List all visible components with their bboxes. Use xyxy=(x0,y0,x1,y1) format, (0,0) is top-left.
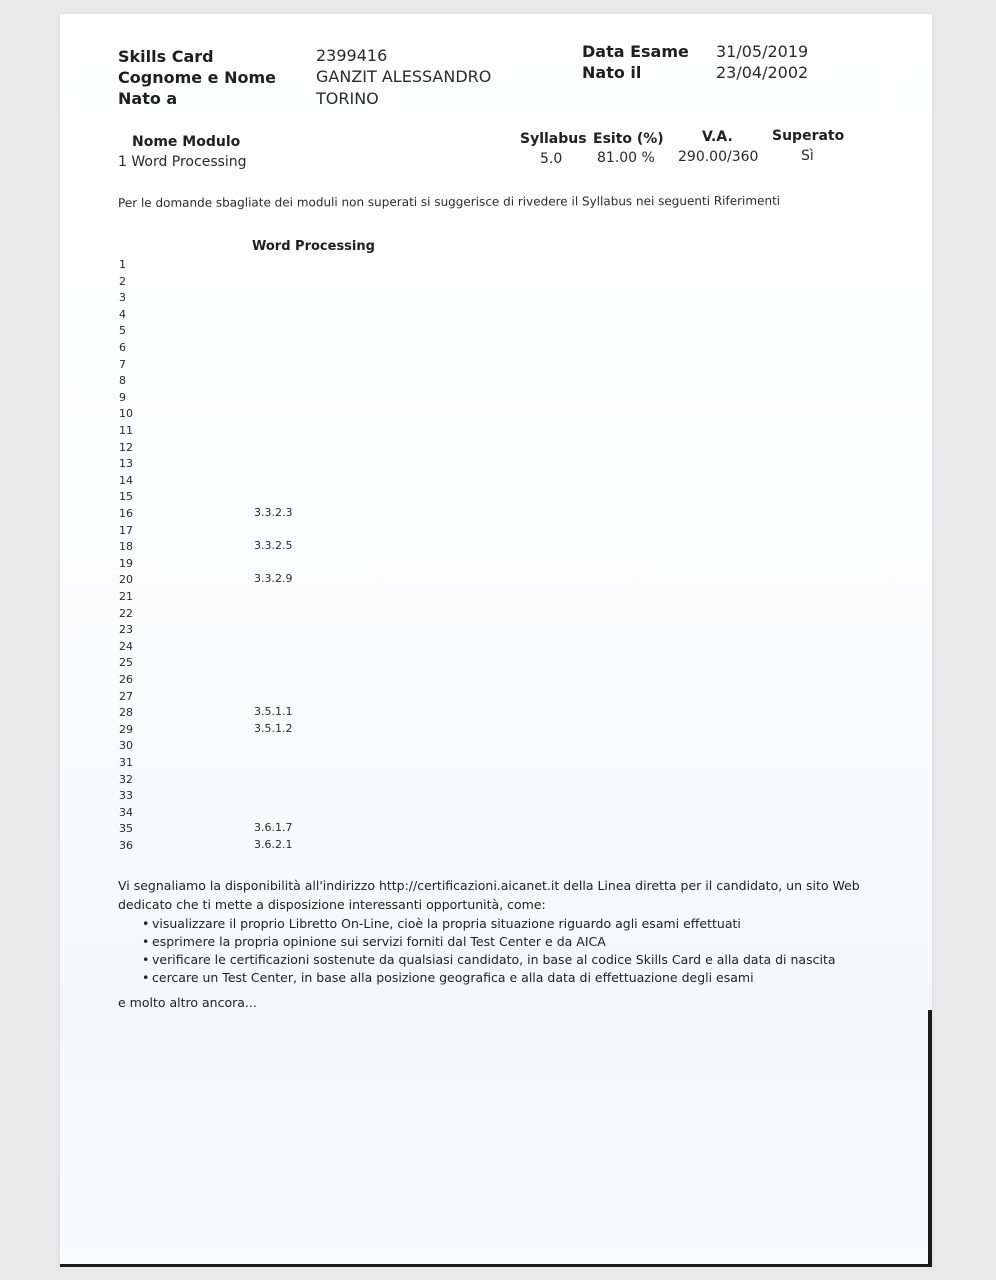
footer-bullet: • cercare un Test Center, in base alla posizione geografica e alla data di effettuazione degli esami xyxy=(142,970,754,985)
question-number: 35 xyxy=(119,822,133,835)
module-esito: 81.00 % xyxy=(597,150,655,166)
nato-il-value: 23/04/2002 xyxy=(716,63,809,82)
skills-card-value: 2399416 xyxy=(316,46,388,65)
question-number: 13 xyxy=(119,457,133,470)
question-number: 7 xyxy=(119,358,126,371)
question-number: 19 xyxy=(119,557,133,570)
nato-il-label: Nato il xyxy=(582,63,642,82)
question-number: 27 xyxy=(119,690,133,703)
syllabus-reference: 3.3.2.5 xyxy=(254,539,293,552)
question-number: 23 xyxy=(119,623,133,636)
question-number: 2 xyxy=(119,275,126,288)
header-nome-modulo: Nome Modulo xyxy=(132,134,241,150)
module-syllabus: 5.0 xyxy=(540,151,563,167)
header-esito: Esito (%) xyxy=(593,131,664,147)
questions-column-title: Word Processing xyxy=(252,239,375,254)
question-number: 12 xyxy=(119,441,133,454)
module-superato: Sì xyxy=(801,148,814,164)
question-number: 10 xyxy=(119,407,133,420)
question-number: 16 xyxy=(119,507,133,520)
question-number: 1 xyxy=(119,258,126,271)
suggestion-text: Per le domande sbagliate dei moduli non superati si suggerisce di rivedere il Syllabus nei seguenti Riferimenti xyxy=(117,193,781,210)
syllabus-reference: 3.3.2.3 xyxy=(254,506,293,519)
question-number: 15 xyxy=(119,490,133,503)
footer-intro-line1: Vi segnaliamo la disponibilità all'indirizzo http://certificazioni.aicanet.it della Linea diretta per il candidato, un sito Web xyxy=(118,878,860,893)
footer-bullet: • esprimere la propria opinione sui servizi forniti dal Test Center e da AICA xyxy=(142,934,606,949)
question-number: 9 xyxy=(119,391,126,404)
module-name: 1 Word Processing xyxy=(118,154,247,170)
page-edge-shadow-right xyxy=(928,1010,932,1266)
question-number: 22 xyxy=(119,607,133,620)
cognome-nome-label: Cognome e Nome xyxy=(118,68,276,87)
question-number: 30 xyxy=(119,739,133,752)
footer-bullet: • verificare le certificazioni sostenute da qualsiasi candidato, in base al codice Skills Card e alla data di nascita xyxy=(142,952,836,967)
question-number: 28 xyxy=(119,706,133,719)
question-number: 21 xyxy=(119,590,133,603)
question-number: 4 xyxy=(119,308,126,321)
header-syllabus: Syllabus xyxy=(520,131,587,147)
syllabus-reference: 3.6.1.7 xyxy=(254,821,293,834)
data-esame-label: Data Esame xyxy=(582,42,689,61)
question-number: 34 xyxy=(119,806,133,819)
syllabus-reference: 3.3.2.9 xyxy=(254,572,293,585)
question-number: 25 xyxy=(119,656,133,669)
cognome-nome-value: GANZIT ALESSANDRO xyxy=(316,67,492,86)
question-number: 11 xyxy=(119,424,133,437)
syllabus-reference: 3.5.1.2 xyxy=(254,722,293,735)
question-number: 3 xyxy=(119,291,126,304)
question-number: 20 xyxy=(119,573,133,586)
question-number: 14 xyxy=(119,474,133,487)
question-number: 17 xyxy=(119,524,133,537)
question-number: 36 xyxy=(119,839,133,852)
data-esame-value: 31/05/2019 xyxy=(716,42,809,61)
nato-a-value: TORINO xyxy=(316,89,379,108)
skills-card-label: Skills Card xyxy=(118,47,214,66)
question-number: 18 xyxy=(119,540,133,553)
question-number: 5 xyxy=(119,324,126,337)
question-number: 24 xyxy=(119,640,133,653)
footer-intro-line2: dedicato che ti mette a disposizione interessanti opportunità, come: xyxy=(118,897,546,912)
question-number: 6 xyxy=(119,341,126,354)
footer-closing: e molto altro ancora... xyxy=(118,995,257,1010)
question-number: 31 xyxy=(119,756,133,769)
module-va: 290.00/360 xyxy=(678,149,759,165)
footer-bullet: • visualizzare il proprio Libretto On-Line, cioè la propria situazione riguardo agli esami effettuati xyxy=(142,916,741,931)
question-number: 29 xyxy=(119,723,133,736)
syllabus-reference: 3.5.1.1 xyxy=(254,705,293,718)
nato-a-label: Nato a xyxy=(118,89,178,108)
page-edge-shadow-bottom xyxy=(60,1264,932,1267)
question-number: 33 xyxy=(119,789,133,802)
question-number: 26 xyxy=(119,673,133,686)
question-number: 8 xyxy=(119,374,126,387)
question-number: 32 xyxy=(119,773,133,786)
header-va: V.A. xyxy=(702,129,733,145)
header-superato: Superato xyxy=(772,128,845,144)
syllabus-reference: 3.6.2.1 xyxy=(254,838,293,851)
